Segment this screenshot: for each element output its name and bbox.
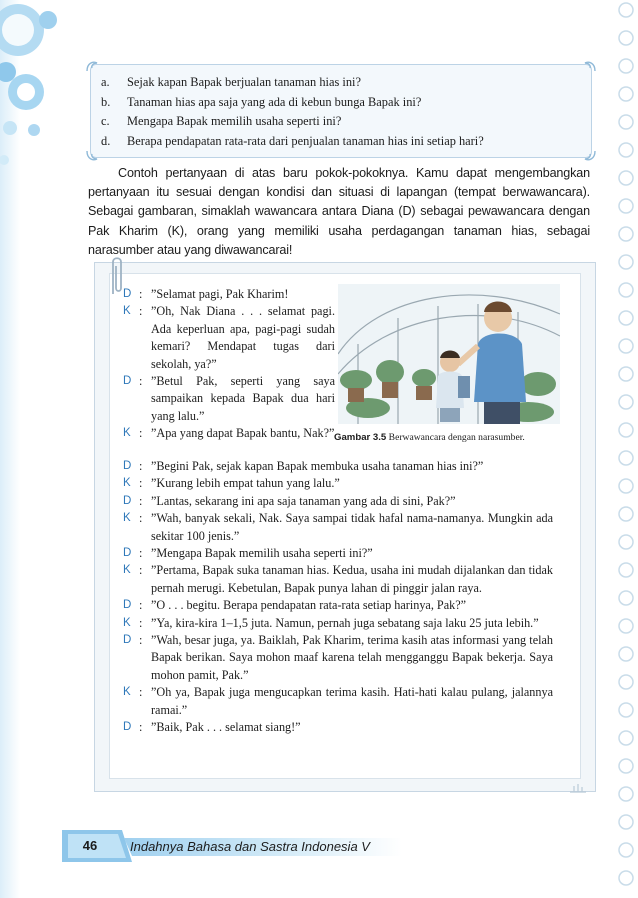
dialogue-line bbox=[123, 475, 553, 492]
dialogue-text: ”Ya, kira-kira 1–1,5 juta. Namun, pernah juga sebatang saja laku 25 juta lebih.” bbox=[151, 615, 539, 630]
colon: : bbox=[139, 459, 143, 473]
dialogue-line bbox=[123, 458, 553, 475]
question-box bbox=[90, 64, 592, 158]
dialogue-line bbox=[123, 615, 553, 632]
colon: : bbox=[139, 720, 143, 735]
dialogue-line bbox=[123, 562, 553, 597]
speaker-label: D bbox=[123, 494, 132, 507]
swirl-ornament-icon bbox=[85, 59, 99, 73]
dialogue-line bbox=[123, 425, 335, 442]
dialogue-line bbox=[123, 510, 553, 545]
swirl-ornament-icon bbox=[583, 59, 597, 73]
decorative-chain bbox=[612, 0, 638, 898]
dialogue-text: ”Kurang lebih empat tahun yang lalu.” bbox=[151, 476, 340, 491]
colon: : bbox=[139, 563, 143, 578]
dialogue-text: ”Mengapa Bapak memilih usaha seperti ini?” bbox=[151, 546, 373, 561]
dialogue-text: ”Oh, Nak Diana . . . selamat pagi. Ada keperluan apa, pagi-pagi sudah kemari? Mendapat tugas dari sekolah, ya?” bbox=[151, 304, 335, 371]
page-number: 46 bbox=[82, 838, 98, 853]
colon: : bbox=[139, 615, 143, 630]
intro-paragraph: Contoh pertanyaan di atas baru pokok-pokoknya. Kamu dapat mengembangkan pertanyaan itu sesuai dengan kondisi dan situasi di lapangan (tempat berwawancara). Sebagai gambaran, simaklah wawancara antara Diana (D) sebagai pewawancara dengan Pak Kharim (K), orang yang memiliki usaha perdagangan tanaman hias, sebagai narasumber atau yang diwawancarai! bbox=[88, 166, 590, 257]
question-item: d. Berapa pendapatan rata-rata dari penjualan tanaman hias ini setiap hari? bbox=[101, 133, 484, 148]
dialogue-text: ”O . . . begitu. Berapa pendapatan rata-rata setiap harinya, Pak?” bbox=[151, 598, 467, 613]
dialogue-text: ”Oh ya, Bapak juga mengucapkan terima kasih. Hati-hati kalau pulang, jalannya ramai.” bbox=[151, 685, 553, 717]
dialogue-text: ”Begini Pak, sejak kapan Bapak membuka usaha tanaman hias ini?” bbox=[151, 459, 484, 473]
dialogue-text: ”Wah, besar juga, ya. Baiklah, Pak Kharim, terima kasih atas informasi yang telah Bapak berikan. Saya mohon maaf karena telah mengganggu Bapak bekerja. Saya mohon pamit, Pak.” bbox=[151, 633, 553, 682]
speaker-label: K bbox=[123, 477, 131, 490]
colon: : bbox=[139, 685, 143, 700]
colon: : bbox=[139, 633, 143, 648]
dialogue-text: ”Wah, banyak sekali, Nak. Saya sampai tidak hafal nama-namanya. Mungkin ada sekitar 100 jenis.” bbox=[151, 511, 553, 543]
speaker-label: K bbox=[123, 512, 131, 525]
dialogue-line bbox=[123, 493, 553, 510]
colon: : bbox=[139, 374, 143, 389]
dialogue-text: ”Betul Pak, seperti yang saya sampaikan kepada Bapak dua hari yang lalu.” bbox=[151, 374, 335, 423]
question-item: a. Sejak kapan Bapak berjualan tanaman hias ini? bbox=[101, 75, 361, 89]
dialogue-text: ”Lantas, sekarang ini apa saja tanaman yang ada di sini, Pak?” bbox=[151, 493, 456, 508]
colon: : bbox=[139, 287, 143, 301]
figure-caption-text: Berwawancara dengan narasumber. bbox=[388, 432, 525, 443]
speaker-label: D bbox=[123, 721, 132, 734]
speaker-label: K bbox=[123, 564, 131, 577]
dialogue-text: ”Baik, Pak . . . selamat siang!” bbox=[151, 720, 301, 735]
colon: : bbox=[139, 546, 143, 561]
figure-label: Gambar 3.5 bbox=[334, 432, 387, 443]
question-item: b. Tanaman hias apa saja yang ada di kebun bunga Bapak ini? bbox=[101, 94, 422, 109]
speaker-label: K bbox=[123, 616, 131, 629]
speaker-label: D bbox=[123, 460, 132, 472]
colon: : bbox=[139, 598, 143, 613]
speaker-label: D bbox=[123, 375, 132, 388]
colon: : bbox=[139, 493, 143, 508]
dialogue-line bbox=[123, 719, 553, 736]
dialogue-line bbox=[123, 545, 553, 562]
colon: : bbox=[139, 304, 143, 319]
book-title: Indahnya Bahasa dan Sastra Indonesia V bbox=[130, 839, 370, 854]
dialogue-line bbox=[123, 632, 553, 684]
colon: : bbox=[139, 476, 143, 491]
dialogue-text: ”Selamat pagi, Pak Kharim! bbox=[151, 287, 289, 301]
dialogue-text: ”Pertama, Bapak suka tanaman hias. Kedua, usaha ini mudah dijalankan dan tidak pernah merugi. Kebetulan, Bapak punya lahan di pinggir jalan raya. bbox=[151, 563, 553, 595]
swirl-ornament-icon bbox=[583, 149, 597, 163]
colon: : bbox=[139, 511, 143, 526]
dialogue-full bbox=[123, 458, 563, 737]
dialogue-line bbox=[123, 373, 335, 425]
speaker-label: K bbox=[123, 686, 131, 699]
dialogue-line bbox=[123, 303, 335, 373]
decorative-circles-strip bbox=[0, 0, 62, 898]
speaker-label: K bbox=[123, 427, 131, 440]
dialogue-line bbox=[123, 286, 335, 303]
speaker-label: D bbox=[123, 634, 132, 647]
speaker-label: D bbox=[123, 599, 132, 612]
dialogue-text: ”Apa yang dapat Bapak bantu, Nak?” bbox=[151, 426, 335, 441]
question-item: c. Mengapa Bapak memilih usaha seperti ini? bbox=[101, 114, 342, 128]
speaker-label: K bbox=[123, 305, 131, 318]
dialogue-narrow bbox=[123, 286, 563, 443]
dialogue-line bbox=[123, 684, 553, 719]
speaker-label: D bbox=[123, 288, 132, 300]
colon: : bbox=[139, 426, 143, 441]
swirl-ornament-icon bbox=[85, 149, 99, 163]
dialogue-line bbox=[123, 597, 553, 614]
pin-icon bbox=[568, 782, 588, 796]
speaker-label: D bbox=[123, 547, 132, 560]
